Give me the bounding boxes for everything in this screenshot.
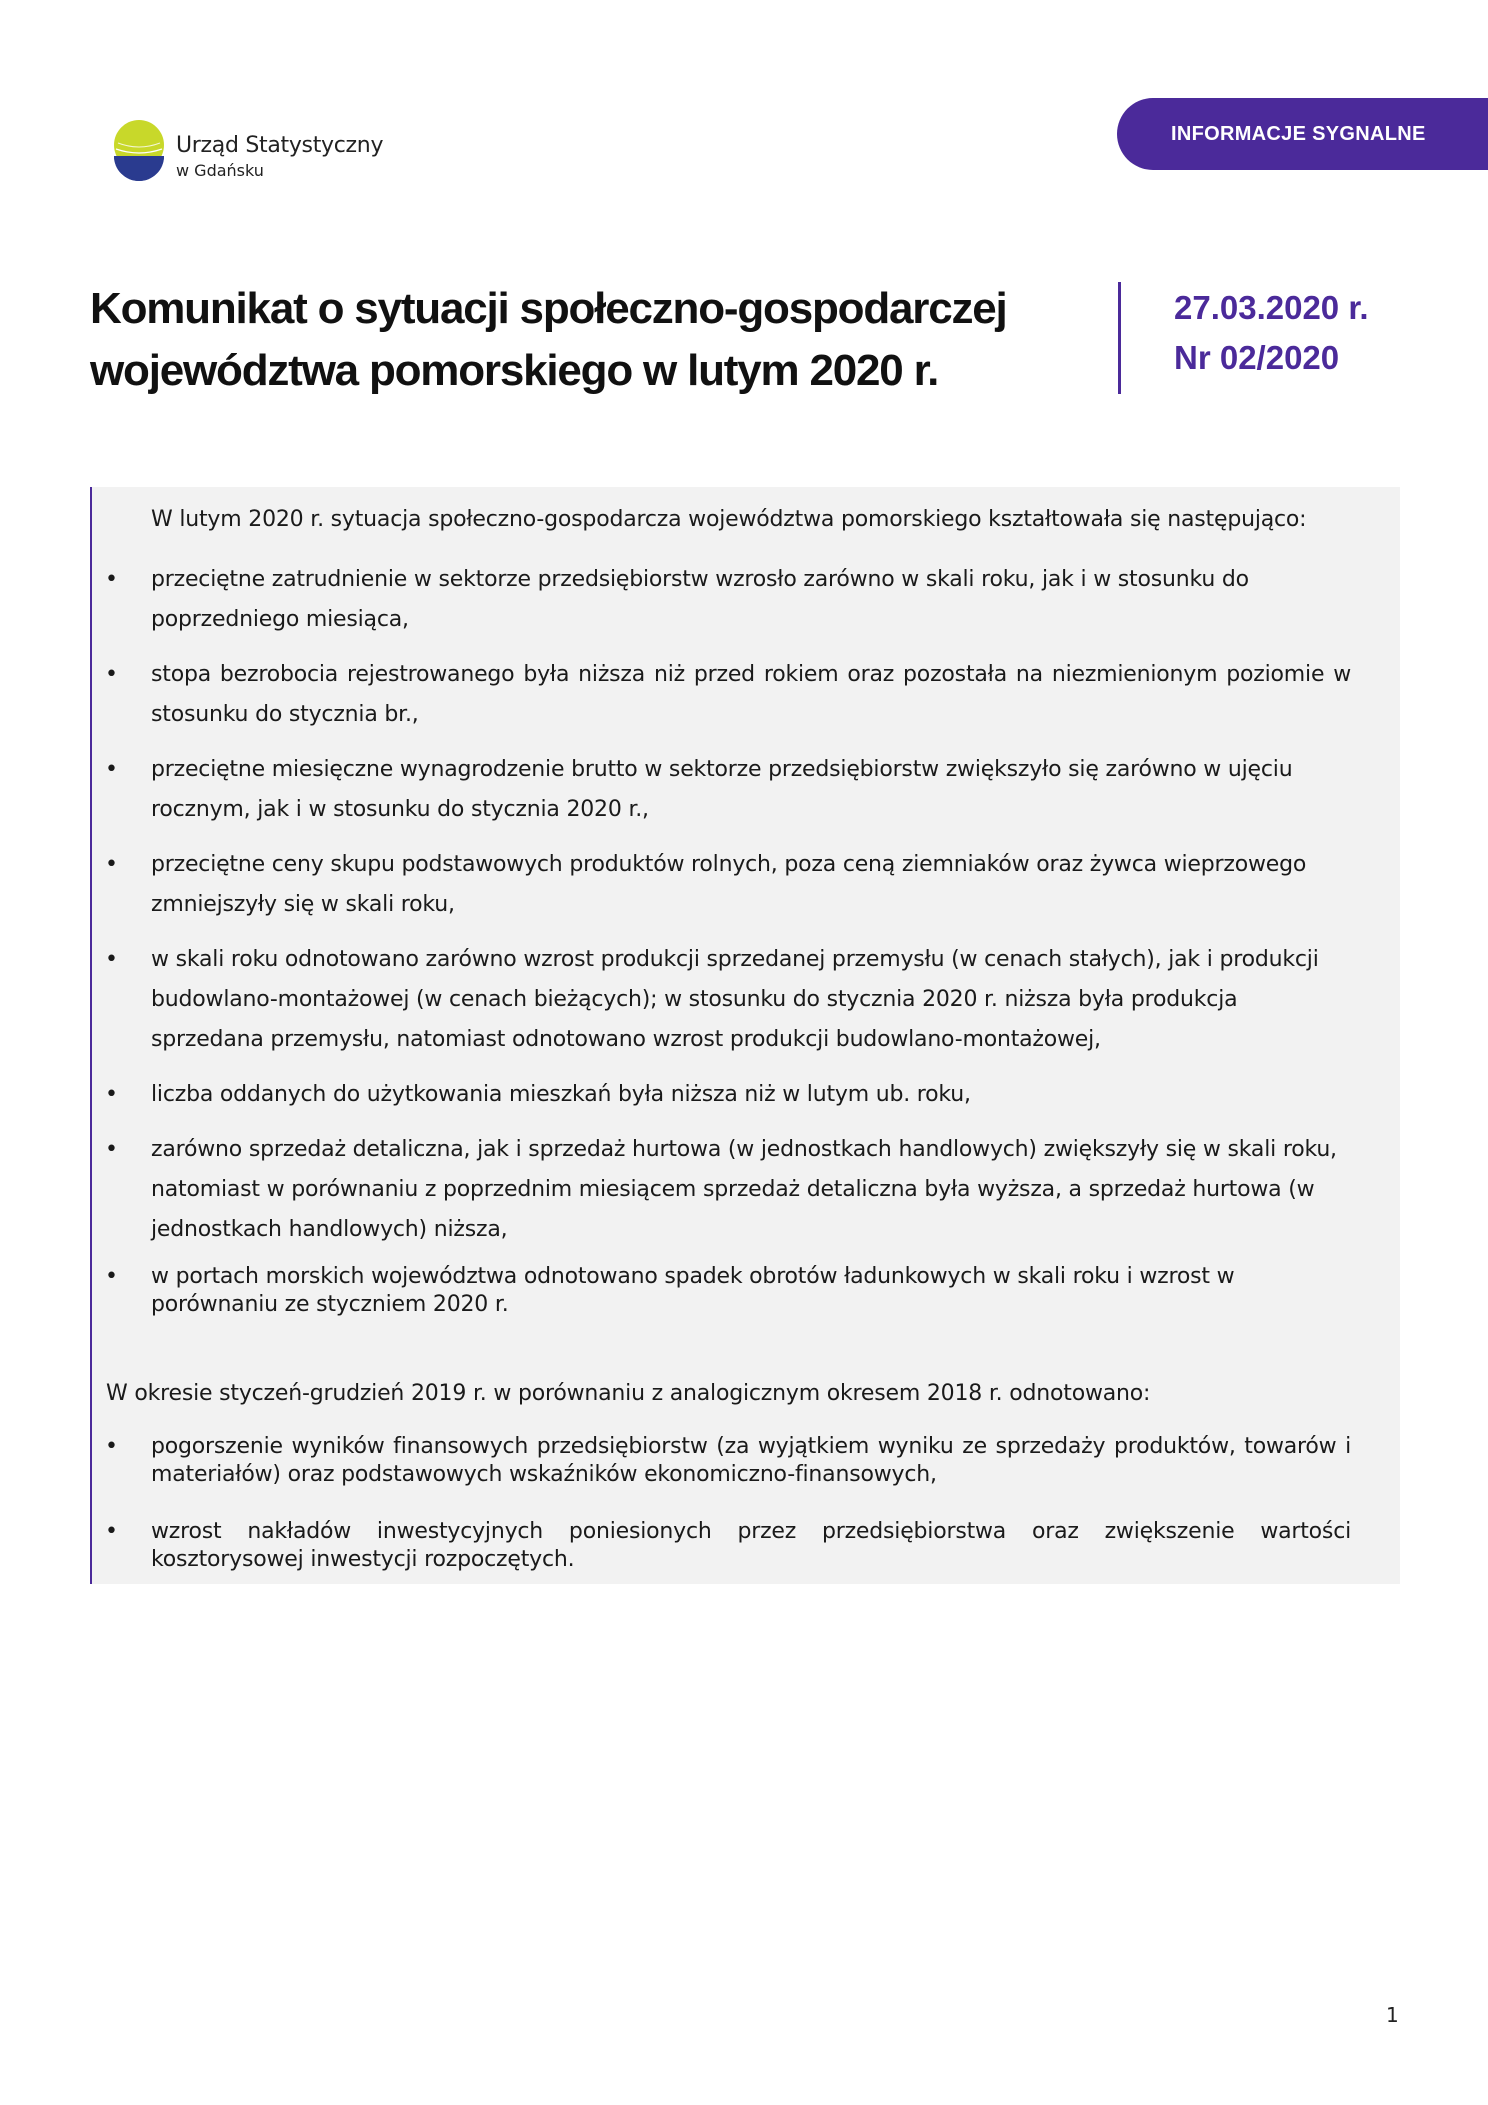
bullet-icon: •	[105, 1082, 118, 1107]
bullet-icon: •	[105, 1434, 118, 1459]
logo-emblem-icon	[112, 119, 166, 193]
logo-subtitle: w Gdańsku	[176, 161, 264, 180]
bullet-icon: •	[105, 1264, 118, 1289]
list-item: • liczba oddanych do użytkowania mieszkań była niższa niż w lutym ub. roku,	[151, 1075, 1351, 1115]
publication-date: 27.03.2020 r.	[1174, 289, 1369, 326]
bullet-icon: •	[105, 567, 118, 592]
list-item: • w portach morskich województwa odnotowano spadek obrotów ładunkowych w skali roku i wzrost w porównaniu ze styczniem 2020 r.	[105, 1264, 1235, 1317]
list-item: • pogorszenie wyników finansowych przedsiębiorstw (za wyjątkiem wyniku ze sprzedaży produktów, towarów i materiałów) oraz podstawowych wskaźników ekonomiczno-finansowych,	[105, 1434, 1351, 1487]
title-divider	[1118, 282, 1121, 394]
list-item: • przeciętne miesięczne wynagrodzenie brutto w sektorze przedsiębiorstw zwiększyło się zarówno w ujęciu rocznym, jak i w stosunku do stycznia 2020 r.,	[151, 750, 1351, 830]
logo-name: Urząd Statystyczny	[176, 133, 384, 158]
list-item: • przeciętne ceny skupu podstawowych produktów rolnych, poza ceną ziemniaków oraz żywca wieprzowego zmniejszyły się w skali roku,	[151, 845, 1351, 925]
bullet-icon: •	[105, 947, 118, 972]
section-2-intro: W okresie styczeń-grudzień 2019 r. w porównaniu z analogicznym okresem 2018 r. odnotowano:	[106, 1381, 1151, 1406]
list-item: • stopa bezrobocia rejestrowanego była niższa niż przed rokiem oraz pozostała na niezmienionym poziomie w stosunku do stycznia br.,	[151, 655, 1351, 735]
bullet-icon: •	[105, 1519, 118, 1544]
title-line-1: Komunikat o sytuacji społeczno-gospodarczej	[90, 284, 1007, 333]
bullet-icon: •	[105, 852, 118, 877]
publication-meta	[1174, 283, 1369, 383]
list-item: • przeciętne zatrudnienie w sektorze przedsiębiorstw wzrosło zarówno w skali roku, jak i w stosunku do poprzedniego miesiąca,	[151, 560, 1351, 640]
summary-intro: W lutym 2020 r. sytuacja społeczno-gospodarcza województwa pomorskiego kształtowała się następująco:	[151, 507, 1307, 532]
bullet-icon: •	[105, 757, 118, 782]
publication-number: Nr 02/2020	[1174, 339, 1340, 376]
summary-panel	[90, 487, 1400, 1584]
logo	[112, 117, 392, 197]
bullet-icon: •	[105, 1137, 118, 1162]
signal-badge: INFORMACJE SYGNALNE	[1117, 98, 1488, 170]
page-title	[90, 278, 1090, 402]
bullet-icon: •	[105, 662, 118, 687]
page-number: 1	[1386, 2003, 1399, 2027]
list-item: • w skali roku odnotowano zarówno wzrost produkcji sprzedanej przemysłu (w cenach stałych), jak i produkcji budowlano-montażowej (w cenach bieżących); w stosunku do stycznia 2020 r. niższa była produkcja sprzedana przemysłu, natomiast odnotowano wzrost produkcji budowlano-montażowej,	[151, 940, 1351, 1060]
list-item: • wzrost nakładów inwestycyjnych poniesionych przez przedsiębiorstwa oraz zwiększenie wartości kosztorysowej inwestycji rozpoczętych.	[105, 1519, 1351, 1572]
title-line-2: województwa pomorskiego w lutym 2020 r.	[90, 346, 939, 395]
list-item: • zarówno sprzedaż detaliczna, jak i sprzedaż hurtowa (w jednostkach handlowych) zwiększyły się w skali roku, natomiast w porównaniu z poprzednim miesiącem sprzedaż detaliczna była wyższa, a sprzedaż hurtowa (w jednostkach handlowych) niższa,	[151, 1130, 1351, 1250]
